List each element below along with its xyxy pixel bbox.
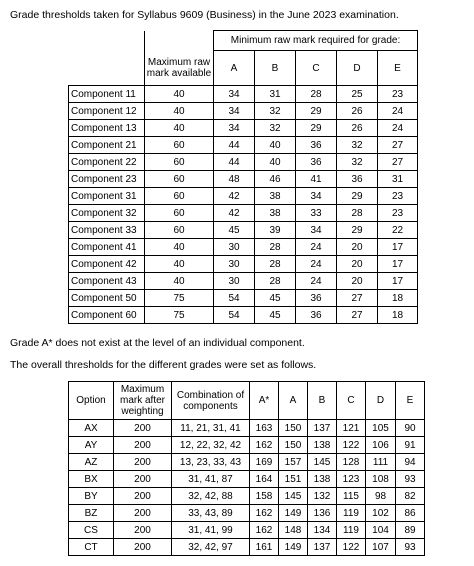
grade-mark-cell: 20 [337, 256, 378, 273]
grade-mark-cell: 89 [396, 522, 425, 539]
grade-mark-cell: 145 [279, 488, 308, 505]
intro-text: Grade thresholds taken for Syllabus 9609 (Business) in the June 2023 examination. [10, 9, 399, 21]
grade-mark-cell: 162 [250, 522, 279, 539]
table-row [69, 437, 425, 454]
grade-mark-cell: 36 [337, 171, 378, 188]
grade-mark-cell: 25 [337, 86, 378, 103]
grade-mark-cell: 18 [378, 290, 418, 307]
component-name-cell: Component 41 [69, 239, 145, 256]
grade-mark-cell: 138 [308, 471, 337, 488]
grade-mark-cell: 30 [214, 256, 255, 273]
grade-mark-cell: 98 [366, 488, 396, 505]
table-row [69, 522, 425, 539]
grade-mark-cell: 150 [279, 437, 308, 454]
component-name-cell: Component 43 [69, 273, 145, 290]
max-mark-cell: 200 [114, 505, 172, 522]
grade-mark-cell: 20 [337, 273, 378, 290]
max-mark-cell: 60 [145, 222, 214, 239]
grade-mark-cell: 36 [296, 290, 337, 307]
option-cell: AY [69, 437, 114, 454]
max-mark-cell: 40 [145, 103, 214, 120]
max-raw-mark-header: Maximum raw mark available [145, 51, 214, 86]
grade-mark-cell: 46 [255, 171, 296, 188]
grade-mark-cell: 28 [255, 256, 296, 273]
max-mark-cell: 60 [145, 154, 214, 171]
grade-mark-cell: 169 [250, 454, 279, 471]
grade-mark-cell: 137 [308, 539, 337, 556]
grade-mark-cell: 23 [378, 86, 418, 103]
grade-mark-cell: 17 [378, 239, 418, 256]
max-mark-cell: 40 [145, 273, 214, 290]
max-mark-cell: 60 [145, 137, 214, 154]
max-mark-cell: 200 [114, 420, 172, 437]
grade-mark-cell: 31 [255, 86, 296, 103]
table-row [69, 239, 418, 256]
grade-mark-cell: 28 [296, 86, 337, 103]
grade-mark-cell: 158 [250, 488, 279, 505]
grade-mark-cell: 30 [214, 273, 255, 290]
grade-mark-cell: 28 [337, 205, 378, 222]
table-row [69, 137, 418, 154]
grade-mark-cell: 54 [214, 290, 255, 307]
grade-header: B [308, 382, 337, 420]
grade-mark-cell: 123 [337, 471, 366, 488]
table-row [69, 471, 425, 488]
max-mark-cell: 200 [114, 471, 172, 488]
max-mark-cell: 200 [114, 454, 172, 471]
combination-cell: 32, 42, 97 [172, 539, 250, 556]
grade-mark-cell: 162 [250, 505, 279, 522]
grade-mark-cell: 18 [378, 307, 418, 324]
grade-mark-cell: 36 [296, 137, 337, 154]
grade-mark-cell: 29 [337, 188, 378, 205]
table-row [69, 205, 418, 222]
grade-mark-cell: 134 [308, 522, 337, 539]
grade-mark-cell: 162 [250, 437, 279, 454]
grade-mark-cell: 54 [214, 307, 255, 324]
grade-mark-cell: 91 [396, 437, 425, 454]
max-mark-cell: 60 [145, 171, 214, 188]
table-row [69, 454, 425, 471]
grade-mark-cell: 86 [396, 505, 425, 522]
grade-mark-cell: 36 [296, 154, 337, 171]
grade-mark-cell: 30 [214, 239, 255, 256]
grade-mark-cell: 17 [378, 256, 418, 273]
grade-mark-cell: 93 [396, 471, 425, 488]
grade-mark-cell: 163 [250, 420, 279, 437]
combination-cell: 13, 23, 33, 43 [172, 454, 250, 471]
grade-mark-cell: 40 [255, 154, 296, 171]
grade-mark-cell: 111 [366, 454, 396, 471]
option-cell: AZ [69, 454, 114, 471]
grade-mark-cell: 104 [366, 522, 396, 539]
component-name-cell: Component 32 [69, 205, 145, 222]
grade-header: A [214, 51, 255, 86]
combination-cell: 12, 22, 32, 42 [172, 437, 250, 454]
grade-mark-cell: 27 [378, 154, 418, 171]
grade-mark-cell: 24 [378, 120, 418, 137]
table-row [69, 256, 418, 273]
table-row [69, 188, 418, 205]
grade-mark-cell: 28 [255, 273, 296, 290]
minimum-mark-header: Minimum raw mark required for grade: [214, 31, 418, 51]
option-cell: AX [69, 420, 114, 437]
grade-mark-cell: 137 [308, 420, 337, 437]
max-mark-cell: 40 [145, 256, 214, 273]
grade-mark-cell: 29 [296, 103, 337, 120]
max-mark-cell: 40 [145, 86, 214, 103]
grade-header: A* [250, 382, 279, 420]
table-row [69, 307, 418, 324]
max-mark-cell: 200 [114, 437, 172, 454]
blank-corner-cell [69, 31, 145, 86]
grade-mark-cell: 23 [378, 188, 418, 205]
grade-header: E [396, 382, 425, 420]
max-mark-cell: 200 [114, 539, 172, 556]
grade-mark-cell: 40 [255, 137, 296, 154]
grade-mark-cell: 24 [378, 103, 418, 120]
option-cell: CT [69, 539, 114, 556]
table-row [69, 86, 418, 103]
grade-mark-cell: 93 [396, 539, 425, 556]
grade-mark-cell: 44 [214, 137, 255, 154]
grade-mark-cell: 38 [255, 188, 296, 205]
grade-mark-cell: 90 [396, 420, 425, 437]
grade-mark-cell: 24 [296, 239, 337, 256]
grade-mark-cell: 26 [337, 120, 378, 137]
table-row [69, 171, 418, 188]
grade-mark-cell: 27 [337, 307, 378, 324]
table-row [69, 222, 418, 239]
grade-header: C [337, 382, 366, 420]
grade-mark-cell: 157 [279, 454, 308, 471]
grade-mark-cell: 17 [378, 273, 418, 290]
grade-header: D [337, 51, 378, 86]
grade-mark-cell: 48 [214, 171, 255, 188]
grade-mark-cell: 149 [279, 539, 308, 556]
grade-a-star-note: Grade A* does not exist at the level of an individual component. [10, 337, 305, 349]
grade-mark-cell: 29 [296, 120, 337, 137]
overall-thresholds-table [68, 381, 425, 556]
grade-mark-cell: 32 [255, 103, 296, 120]
grade-mark-cell: 122 [337, 539, 366, 556]
grade-mark-cell: 151 [279, 471, 308, 488]
grade-mark-cell: 138 [308, 437, 337, 454]
grade-mark-cell: 26 [337, 103, 378, 120]
table-row [69, 420, 425, 437]
max-mark-cell: 40 [145, 239, 214, 256]
overall-intro-text: The overall thresholds for the different grades were set as follows. [10, 359, 317, 371]
table-row [69, 120, 418, 137]
grade-mark-cell: 27 [337, 290, 378, 307]
table-row [69, 505, 425, 522]
grade-mark-cell: 150 [279, 420, 308, 437]
blank-header-cell [145, 31, 214, 51]
option-cell: CS [69, 522, 114, 539]
table-row [69, 488, 425, 505]
grade-mark-cell: 42 [214, 188, 255, 205]
grade-mark-cell: 24 [296, 256, 337, 273]
option-cell: BY [69, 488, 114, 505]
component-name-cell: Component 42 [69, 256, 145, 273]
grade-mark-cell: 44 [214, 154, 255, 171]
grade-mark-cell: 121 [337, 420, 366, 437]
grade-mark-cell: 45 [255, 307, 296, 324]
grade-header: B [255, 51, 296, 86]
component-name-cell: Component 13 [69, 120, 145, 137]
option-cell: BZ [69, 505, 114, 522]
grade-mark-cell: 34 [296, 222, 337, 239]
option-cell: BX [69, 471, 114, 488]
max-mark-header: Maximum mark after weighting [114, 382, 172, 420]
component-name-cell: Component 12 [69, 103, 145, 120]
grade-mark-cell: 22 [378, 222, 418, 239]
combination-cell: 31, 41, 87 [172, 471, 250, 488]
max-mark-cell: 60 [145, 205, 214, 222]
grade-mark-cell: 27 [378, 137, 418, 154]
grade-mark-cell: 34 [214, 103, 255, 120]
max-mark-cell: 60 [145, 188, 214, 205]
max-mark-cell: 40 [145, 120, 214, 137]
max-mark-cell: 75 [145, 307, 214, 324]
grade-mark-cell: 119 [337, 505, 366, 522]
grade-mark-cell: 29 [337, 222, 378, 239]
grade-mark-cell: 24 [296, 273, 337, 290]
grade-mark-cell: 36 [296, 307, 337, 324]
grade-mark-cell: 34 [214, 120, 255, 137]
grade-mark-cell: 161 [250, 539, 279, 556]
grade-mark-cell: 108 [366, 471, 396, 488]
combination-cell: 32, 42, 88 [172, 488, 250, 505]
grade-mark-cell: 94 [396, 454, 425, 471]
max-mark-cell: 75 [145, 290, 214, 307]
table-row [69, 539, 425, 556]
grade-mark-cell: 32 [337, 154, 378, 171]
grade-mark-cell: 106 [366, 437, 396, 454]
grade-header: E [378, 51, 418, 86]
grade-mark-cell: 102 [366, 505, 396, 522]
component-name-cell: Component 31 [69, 188, 145, 205]
grade-mark-cell: 32 [255, 120, 296, 137]
grade-mark-cell: 39 [255, 222, 296, 239]
grade-mark-cell: 38 [255, 205, 296, 222]
grade-mark-cell: 105 [366, 420, 396, 437]
grade-mark-cell: 34 [214, 86, 255, 103]
grade-mark-cell: 20 [337, 239, 378, 256]
combination-cell: 33, 43, 89 [172, 505, 250, 522]
grade-mark-cell: 42 [214, 205, 255, 222]
grade-mark-cell: 119 [337, 522, 366, 539]
grade-header: A [279, 382, 308, 420]
component-name-cell: Component 23 [69, 171, 145, 188]
grade-mark-cell: 164 [250, 471, 279, 488]
grade-mark-cell: 31 [378, 171, 418, 188]
component-name-cell: Component 11 [69, 86, 145, 103]
component-name-cell: Component 22 [69, 154, 145, 171]
combination-cell: 31, 41, 99 [172, 522, 250, 539]
grade-mark-cell: 122 [337, 437, 366, 454]
grade-mark-cell: 23 [378, 205, 418, 222]
grade-mark-cell: 45 [214, 222, 255, 239]
grade-header: D [366, 382, 396, 420]
max-mark-cell: 200 [114, 522, 172, 539]
grade-mark-cell: 34 [296, 188, 337, 205]
combination-cell: 11, 21, 31, 41 [172, 420, 250, 437]
grade-mark-cell: 82 [396, 488, 425, 505]
grade-header: C [296, 51, 337, 86]
grade-mark-cell: 145 [308, 454, 337, 471]
table-row [69, 273, 418, 290]
component-name-cell: Component 60 [69, 307, 145, 324]
grade-mark-cell: 128 [337, 454, 366, 471]
component-thresholds-table [68, 30, 418, 324]
grade-mark-cell: 28 [255, 239, 296, 256]
grade-mark-cell: 115 [337, 488, 366, 505]
table-row [69, 154, 418, 171]
component-name-cell: Component 21 [69, 137, 145, 154]
option-header: Option [69, 382, 114, 420]
grade-mark-cell: 32 [337, 137, 378, 154]
grade-mark-cell: 33 [296, 205, 337, 222]
table-row [69, 290, 418, 307]
combination-header: Combination of components [172, 382, 250, 420]
max-mark-cell: 200 [114, 488, 172, 505]
grade-mark-cell: 136 [308, 505, 337, 522]
grade-mark-cell: 45 [255, 290, 296, 307]
table-row [69, 103, 418, 120]
component-name-cell: Component 33 [69, 222, 145, 239]
grade-mark-cell: 107 [366, 539, 396, 556]
grade-mark-cell: 148 [279, 522, 308, 539]
grade-mark-cell: 132 [308, 488, 337, 505]
grade-mark-cell: 41 [296, 171, 337, 188]
grade-mark-cell: 149 [279, 505, 308, 522]
component-name-cell: Component 50 [69, 290, 145, 307]
